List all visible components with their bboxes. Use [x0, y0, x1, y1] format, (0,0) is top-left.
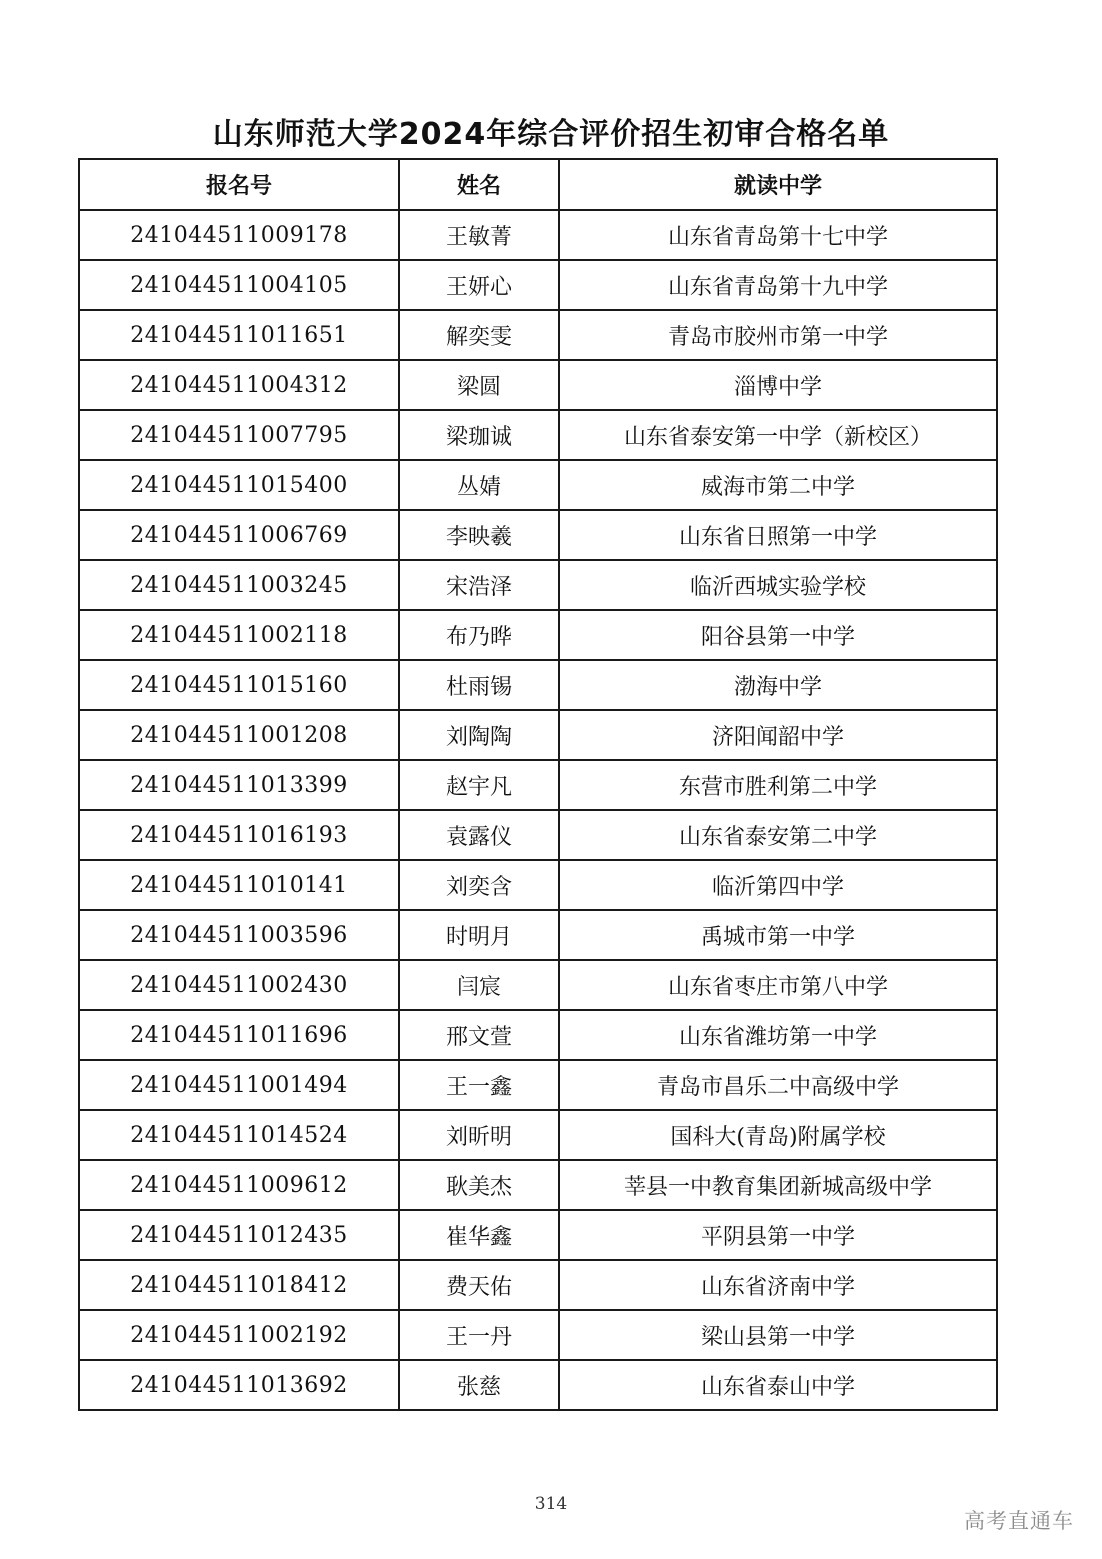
registration-number-cell: 241044511002430	[79, 960, 399, 1010]
table-row	[79, 860, 997, 910]
school-name-cell: 梁山县第一中学	[559, 1310, 997, 1360]
registration-number-cell: 241044511013399	[79, 760, 399, 810]
header-school: 就读中学	[559, 159, 997, 210]
registration-number-cell: 241044511014524	[79, 1110, 399, 1160]
registration-number-cell: 241044511004312	[79, 360, 399, 410]
school-name-cell: 青岛市胶州市第一中学	[559, 310, 997, 360]
page-number: 314	[534, 1494, 568, 1514]
student-name-cell: 杜雨锡	[399, 660, 559, 710]
school-name-cell: 济阳闻韶中学	[559, 710, 997, 760]
table-row	[79, 510, 997, 560]
registration-number-cell: 241044511011696	[79, 1010, 399, 1060]
table-row	[79, 1360, 997, 1410]
registration-number-cell: 241044511009612	[79, 1160, 399, 1210]
registration-number-cell: 241044511003245	[79, 560, 399, 610]
student-name-cell: 布乃晔	[399, 610, 559, 660]
student-name-cell: 刘昕明	[399, 1110, 559, 1160]
registration-number-cell: 241044511002118	[79, 610, 399, 660]
school-name-cell: 东营市胜利第二中学	[559, 760, 997, 810]
student-name-cell: 王妍心	[399, 260, 559, 310]
school-name-cell: 山东省泰山中学	[559, 1360, 997, 1410]
table-row	[79, 260, 997, 310]
registration-number-cell: 241044511009178	[79, 210, 399, 260]
registration-number-cell: 241044511002192	[79, 1310, 399, 1360]
table-row	[79, 710, 997, 760]
registration-number-cell: 241044511015160	[79, 660, 399, 710]
table-row	[79, 1010, 997, 1060]
table-row	[79, 360, 997, 410]
document-title: 山东师范大学2024年综合评价招生初审合格名单	[212, 117, 890, 152]
registration-number-cell: 241044511011651	[79, 310, 399, 360]
table-body	[79, 210, 997, 1410]
student-name-cell: 梁圆	[399, 360, 559, 410]
table-row	[79, 1110, 997, 1160]
student-name-cell: 丛婧	[399, 460, 559, 510]
school-name-cell: 山东省泰安第一中学（新校区）	[559, 410, 997, 460]
table-row	[79, 410, 997, 460]
table-row	[79, 1310, 997, 1360]
school-name-cell: 禹城市第一中学	[559, 910, 997, 960]
table-row	[79, 610, 997, 660]
school-name-cell: 平阴县第一中学	[559, 1210, 997, 1260]
registration-number-cell: 241044511004105	[79, 260, 399, 310]
table-row	[79, 1060, 997, 1110]
registration-number-cell: 241044511001494	[79, 1060, 399, 1110]
registration-number-cell: 241044511013692	[79, 1360, 399, 1410]
school-name-cell: 山东省青岛第十七中学	[559, 210, 997, 260]
table-row	[79, 810, 997, 860]
student-name-cell: 李映羲	[399, 510, 559, 560]
table-row	[79, 960, 997, 1010]
school-name-cell: 淄博中学	[559, 360, 997, 410]
student-name-cell: 刘陶陶	[399, 710, 559, 760]
admission-list-table	[78, 158, 998, 1411]
student-name-cell: 崔华鑫	[399, 1210, 559, 1260]
table-row	[79, 910, 997, 960]
registration-number-cell: 241044511012435	[79, 1210, 399, 1260]
school-name-cell: 国科大(青岛)附属学校	[559, 1110, 997, 1160]
registration-number-cell: 241044511001208	[79, 710, 399, 760]
registration-number-cell: 241044511007795	[79, 410, 399, 460]
table-row	[79, 1160, 997, 1210]
table-row	[79, 660, 997, 710]
header-name: 姓名	[399, 159, 559, 210]
student-name-cell: 张慈	[399, 1360, 559, 1410]
registration-number-cell: 241044511018412	[79, 1260, 399, 1310]
school-name-cell: 山东省枣庄市第八中学	[559, 960, 997, 1010]
school-name-cell: 莘县一中教育集团新城高级中学	[559, 1160, 997, 1210]
table-row	[79, 760, 997, 810]
header-registration-number: 报名号	[79, 159, 399, 210]
table-row	[79, 310, 997, 360]
student-name-cell: 费天佑	[399, 1260, 559, 1310]
school-name-cell: 临沂第四中学	[559, 860, 997, 910]
table-header-row	[79, 159, 997, 210]
school-name-cell: 山东省潍坊第一中学	[559, 1010, 997, 1060]
student-name-cell: 宋浩泽	[399, 560, 559, 610]
registration-number-cell: 241044511010141	[79, 860, 399, 910]
student-name-cell: 时明月	[399, 910, 559, 960]
school-name-cell: 临沂西城实验学校	[559, 560, 997, 610]
student-name-cell: 耿美杰	[399, 1160, 559, 1210]
registration-number-cell: 241044511006769	[79, 510, 399, 560]
registration-number-cell: 241044511016193	[79, 810, 399, 860]
school-name-cell: 山东省日照第一中学	[559, 510, 997, 560]
school-name-cell: 山东省泰安第二中学	[559, 810, 997, 860]
watermark-logo-text: 高考直通车	[964, 1509, 1074, 1533]
student-name-cell: 赵宇凡	[399, 760, 559, 810]
school-name-cell: 阳谷县第一中学	[559, 610, 997, 660]
registration-number-cell: 241044511015400	[79, 460, 399, 510]
table-row	[79, 560, 997, 610]
table-row	[79, 210, 997, 260]
table-row	[79, 460, 997, 510]
student-name-cell: 王一丹	[399, 1310, 559, 1360]
student-name-cell: 闫宸	[399, 960, 559, 1010]
school-name-cell: 威海市第二中学	[559, 460, 997, 510]
table-row	[79, 1260, 997, 1310]
registration-number-cell: 241044511003596	[79, 910, 399, 960]
school-name-cell: 渤海中学	[559, 660, 997, 710]
student-name-cell: 王一鑫	[399, 1060, 559, 1110]
table-row	[79, 1210, 997, 1260]
school-name-cell: 山东省青岛第十九中学	[559, 260, 997, 310]
school-name-cell: 山东省济南中学	[559, 1260, 997, 1310]
student-name-cell: 邢文萱	[399, 1010, 559, 1060]
school-name-cell: 青岛市昌乐二中高级中学	[559, 1060, 997, 1110]
student-name-cell: 梁珈诚	[399, 410, 559, 460]
student-name-cell: 王敏菁	[399, 210, 559, 260]
student-name-cell: 解奕雯	[399, 310, 559, 360]
student-name-cell: 袁露仪	[399, 810, 559, 860]
student-name-cell: 刘奕含	[399, 860, 559, 910]
